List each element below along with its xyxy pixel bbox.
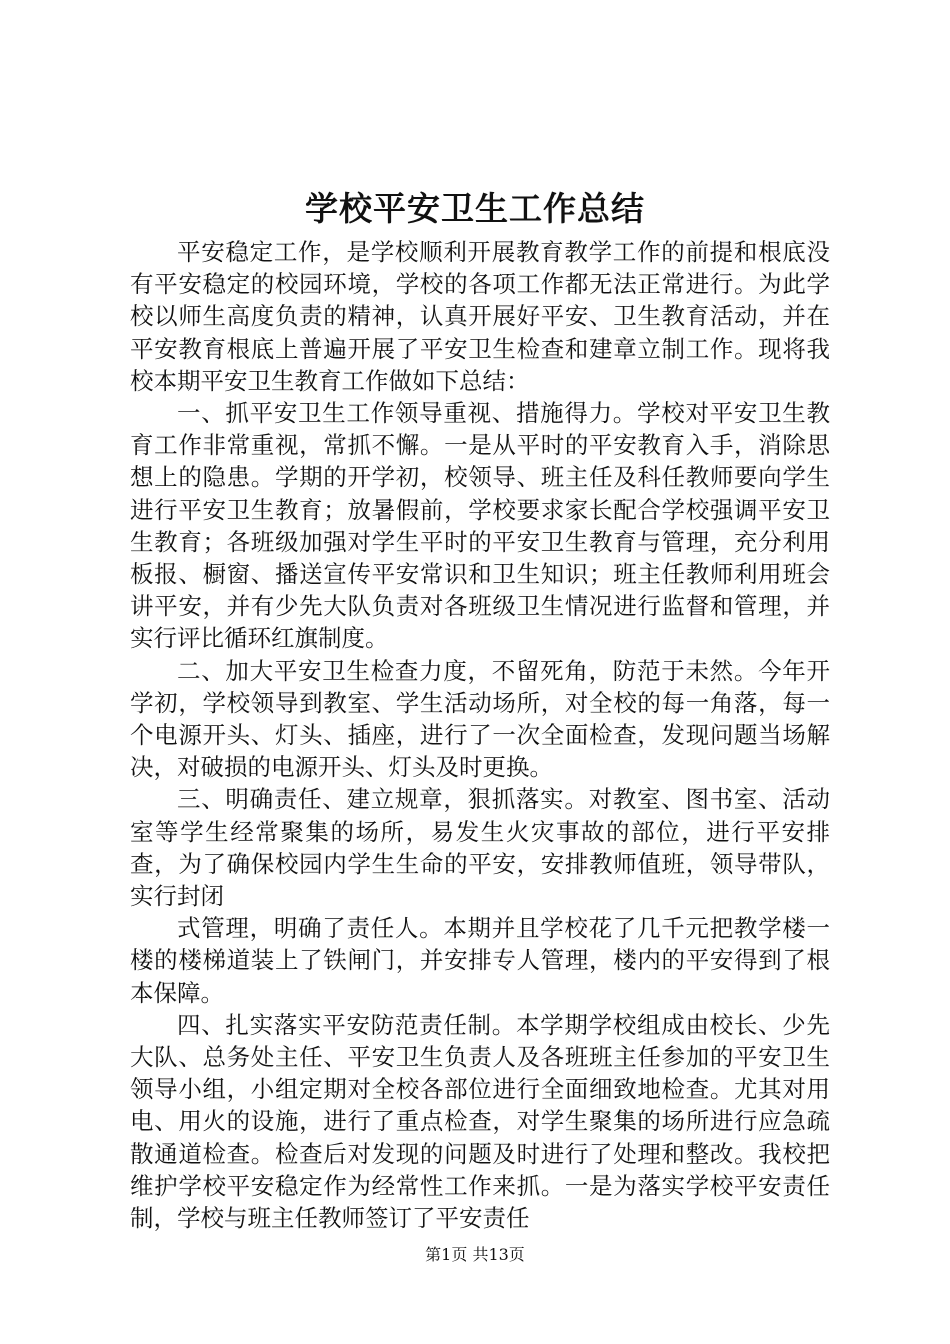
paragraph-intro: 平安稳定工作，是学校顺利开展教育教学工作的前提和根底没有平安稳定的校园环境，学校的各项工作都无法正常进行。为此学校以师生高度负责的精神，认真开展好平安、卫生教育活动，并在平安教育根底上普遍开展了平安卫生检查和建章立制工作。现将我校本期平安卫生教育工作做如下总结： [130, 238, 830, 395]
paragraph-section-3-continued: 式管理，明确了责任人。本期并且学校花了几千元把教学楼一楼的楼梯道装上了铁闸门，并安排专人管理，楼内的平安得到了根本保障。 [130, 914, 830, 1007]
document-body [130, 236, 830, 1234]
paragraph-section-4: 四、扎实落实平安防范责任制。本学期学校组成由校长、少先大队、总务处主任、平安卫生负责人及各班班主任参加的平安卫生领导小组，小组定期对全校各部位进行全面细致地检查。尤其对用电、用火的设施，进行了重点检查，对学生聚集的场所进行应急疏散通道检查。检查后对发现的问题及时进行了处理和整改。我校把维护学校平安稳定作为经常性工作来抓。一是为落实学校平安责任制，学校与班主任教师签订了平安责任 [130, 1010, 830, 1233]
page-footer: 第1页 共13页 [425, 1245, 525, 1264]
paragraph-section-1: 一、抓平安卫生工作领导重视、措施得力。学校对平安卫生教育工作非常重视，常抓不懈。一是从平时的平安教育入手，消除思想上的隐患。学期的开学初，校领导、班主任及科任教师要向学生进行平安卫生教育；放暑假前，学校要求家长配合学校强调平安卫生教育；各班级加强对学生平时的平安卫生教育与管理，充分利用板报、橱窗、播送宣传平安常识和卫生知识；班主任教师利用班会讲平安，并有少先大队负责对各班级卫生情况进行监督和管理，并实行评比循环红旗制度。 [130, 399, 830, 653]
document-title: 学校平安卫生工作总结 [305, 189, 645, 228]
paragraph-section-3: 三、明确责任、建立规章，狠抓落实。对教室、图书室、活动室等学生经常聚集的场所，易发生火灾事故的部位，进行平安排查，为了确保校园内学生生命的平安，安排教师值班，领导带队，实行封闭 [130, 785, 830, 911]
paragraph-section-2: 二、加大平安卫生检查力度，不留死角，防范于未然。今年开学初，学校领导到教室、学生活动场所，对全校的每一角落，每一个电源开头、灯头、插座，进行了一次全面检查，发现问题当场解决，对破损的电源开头、灯头及时更换。 [130, 656, 830, 782]
